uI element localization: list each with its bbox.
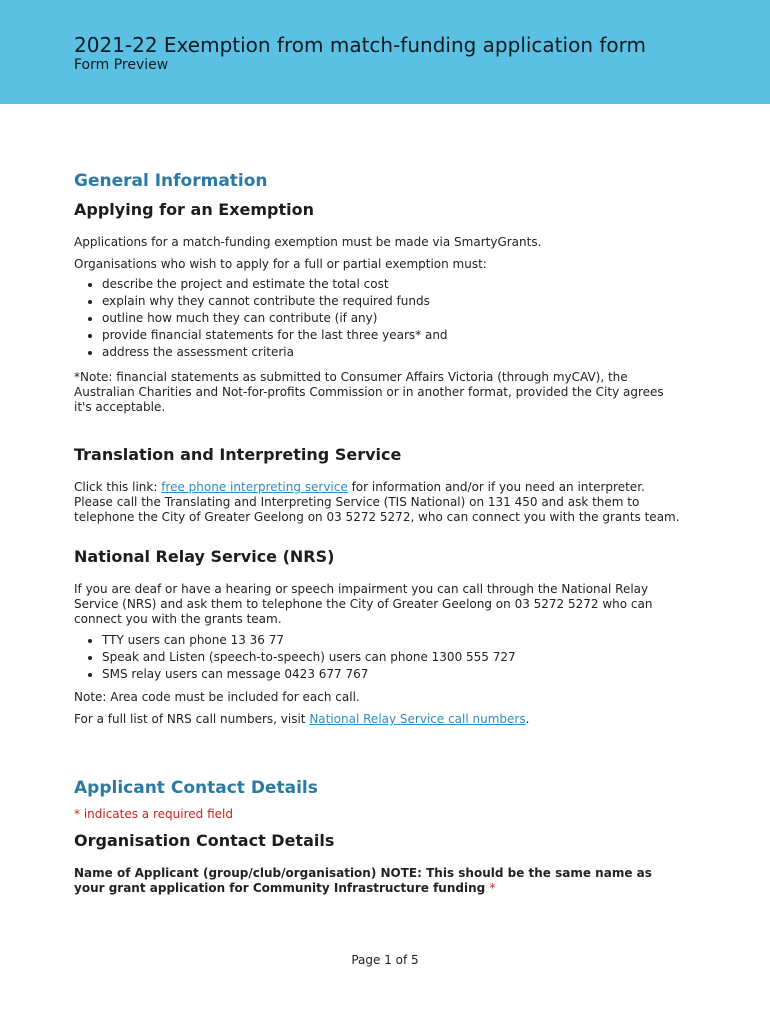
form-content xyxy=(74,170,680,896)
nrs-numbers-list xyxy=(74,632,680,683)
list-item: • explain why they cannot contribute the required funds xyxy=(102,293,680,310)
translation-text-post: for information and/or if you need an interpreter. Please call the Translating and Interpreting Service (TIS National) on 131 450 and ask them to telephone the City of Greater Geelong on 03 5272 5272, who can connect you with the grants team. xyxy=(74,480,680,524)
required-field-note: * indicates a required field xyxy=(74,807,233,821)
translation-paragraph xyxy=(74,480,680,525)
required-star: * xyxy=(489,881,496,895)
nrs-list-post: . xyxy=(525,712,530,726)
form-title: 2021-22 Exemption from match-funding application form xyxy=(74,33,646,57)
interpreting-service-link[interactable]: free phone interpreting service xyxy=(161,480,348,494)
subheading-translation: Translation and Interpreting Service xyxy=(74,445,402,464)
list-item: • describe the project and estimate the total cost xyxy=(102,276,680,293)
general-paragraph-1: Applications for a match-funding exemption must be made via SmartyGrants. xyxy=(74,235,542,249)
subheading-exemption: Applying for an Exemption xyxy=(74,200,315,219)
general-paragraph-2: Organisations who wish to apply for a full or partial exemption must: xyxy=(74,257,487,271)
nrs-list-pre: For a full list of NRS call numbers, visit xyxy=(74,712,310,726)
header-banner xyxy=(0,0,770,104)
nrs-paragraph: If you are deaf or have a hearing or speech impairment you can call through the National Relay Service (NRS) and ask them to telephone the City of Greater Geelong on 03 5272 5272 who can connect you with the grants team. xyxy=(74,582,653,626)
list-item: • provide financial statements for the last three years* and xyxy=(102,327,680,344)
subheading-nrs: National Relay Service (NRS) xyxy=(74,547,335,566)
subheading-organisation-contact: Organisation Contact Details xyxy=(74,831,335,850)
translation-text-pre: Click this link: xyxy=(74,480,162,494)
section-heading-contact: Applicant Contact Details xyxy=(74,778,318,798)
page-number: Page 1 of 5 xyxy=(351,953,419,967)
question-label: Name of Applicant (group/club/organisation) NOTE: This should be the same name as your grant application for Community Infrastructure funding xyxy=(74,866,652,895)
nrs-list-line xyxy=(74,712,680,727)
area-code-note: Note: Area code must be included for each call. xyxy=(74,690,360,704)
nrs-call-numbers-link[interactable]: National Relay Service call numbers xyxy=(309,712,526,726)
applicant-name-question xyxy=(74,866,680,896)
section-heading-general: General Information xyxy=(74,171,268,191)
list-item: • outline how much they can contribute (if any) xyxy=(102,310,680,327)
list-item: • address the assessment criteria xyxy=(102,344,680,361)
list-item: • TTY users can phone 13 36 77 xyxy=(102,632,680,649)
form-subtitle: Form Preview xyxy=(74,57,169,73)
exemption-requirements-list xyxy=(74,276,680,361)
list-item: • Speak and Listen (speech-to-speech) users can phone 1300 555 727 xyxy=(102,649,680,666)
list-item: • SMS relay users can message 0423 677 767 xyxy=(102,666,680,683)
financial-statements-note: *Note: financial statements as submitted to Consumer Affairs Victoria (through myCAV), the Australian Charities and Not-for-profits Commission or in another format, provided the City agrees it's acceptable. xyxy=(74,370,664,414)
